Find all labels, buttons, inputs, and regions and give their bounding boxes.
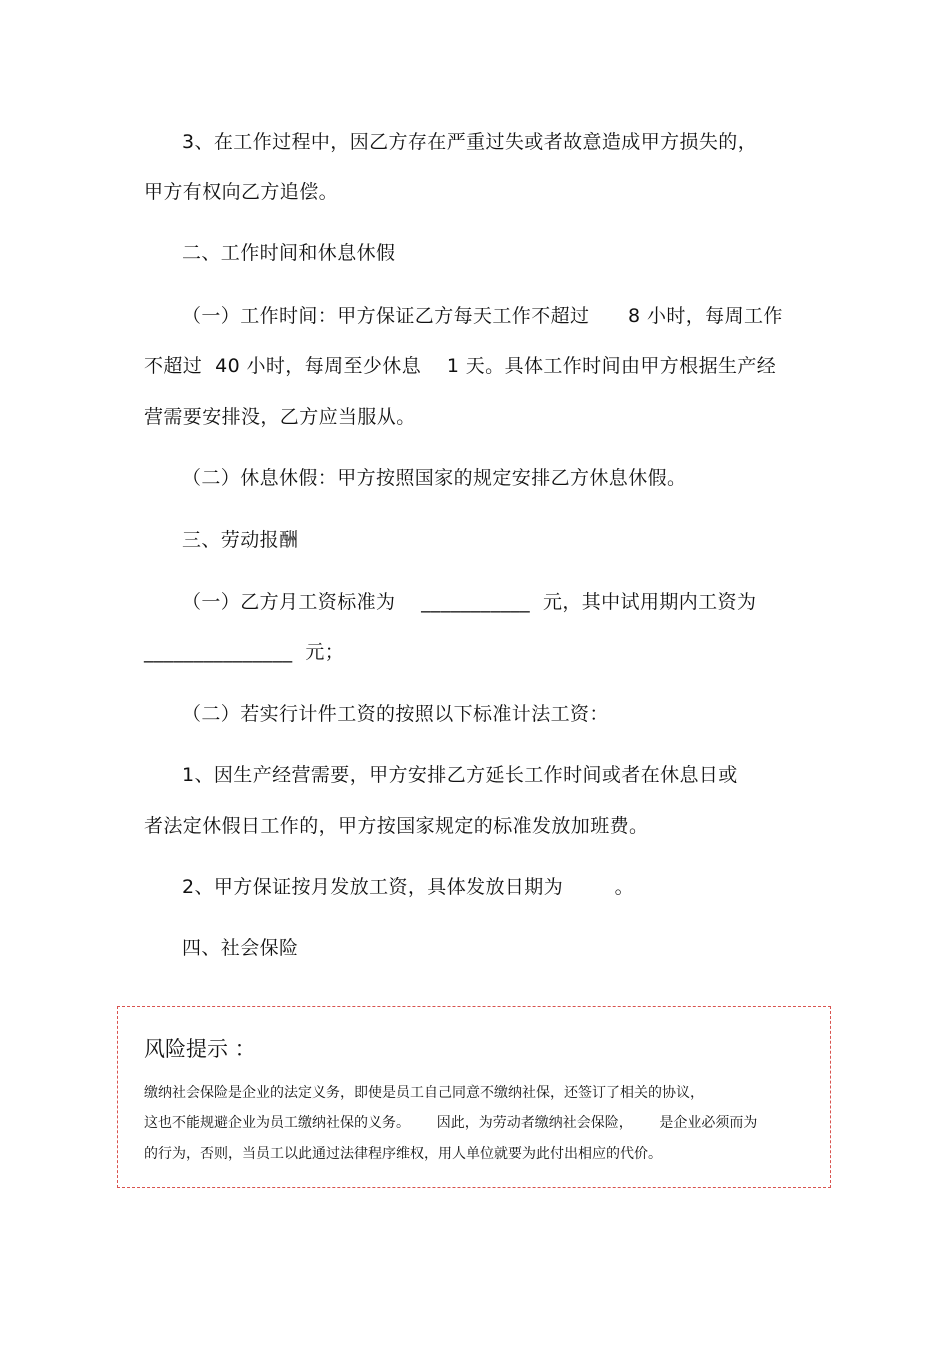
risk-notice-title: 风险提示 ： xyxy=(144,1037,256,1061)
paragraph-line: 不超过 40 小时，每周至少休息 1 天。具体工作时间由甲方根据生产经 xyxy=(144,355,777,377)
paragraph-line: _______________ 元； xyxy=(144,641,345,663)
risk-notice-line: 缴纳社会保险是企业的法定义务，即使是员工自己同意不缴纳社保，还签订了相关的协议， xyxy=(144,1085,704,1101)
section-heading: 四、社会保险 xyxy=(182,937,299,959)
risk-notice-line: 这也不能规避企业为员工缴纳社保的义务。 因此，为劳动者缴纳社会保险， 是企业必须而为 xyxy=(144,1115,758,1131)
section-heading: 二、工作时间和休息休假 xyxy=(182,242,396,264)
paragraph-line: 营需要安排没，乙方应当服从。 xyxy=(144,406,416,428)
paragraph-line: 2、甲方保证按月发放工资，具体发放日期为 。 xyxy=(182,876,635,898)
paragraph-line: 甲方有权向乙方追偿。 xyxy=(144,181,339,203)
paragraph-line: （二）休息休假：甲方按照国家的规定安排乙方休息休假。 xyxy=(182,467,687,489)
paragraph-line: （二）若实行计件工资的按照以下标准计法工资： xyxy=(182,703,609,725)
paragraph-line: 1、因生产经营需要，甲方安排乙方延长工作时间或者在休息日或 xyxy=(182,764,738,786)
section-heading: 三、劳动报酬 xyxy=(182,529,299,551)
paragraph-line: 3、在工作过程中，因乙方存在严重过失或者故意造成甲方损失的， xyxy=(182,131,758,153)
paragraph-line: 者法定休假日工作的，甲方按国家规定的标准发放加班费。 xyxy=(144,815,649,837)
paragraph-line: （一）工作时间：甲方保证乙方每天工作不超过 8 小时，每周工作 xyxy=(182,305,783,327)
paragraph-line: （一）乙方月工资标准为 ___________ 元，其中试用期内工资为 xyxy=(182,591,757,613)
risk-notice-line: 的行为，否则，当员工以此通过法律程序维权，用人单位就要为此付出相应的代价。 xyxy=(144,1146,662,1162)
